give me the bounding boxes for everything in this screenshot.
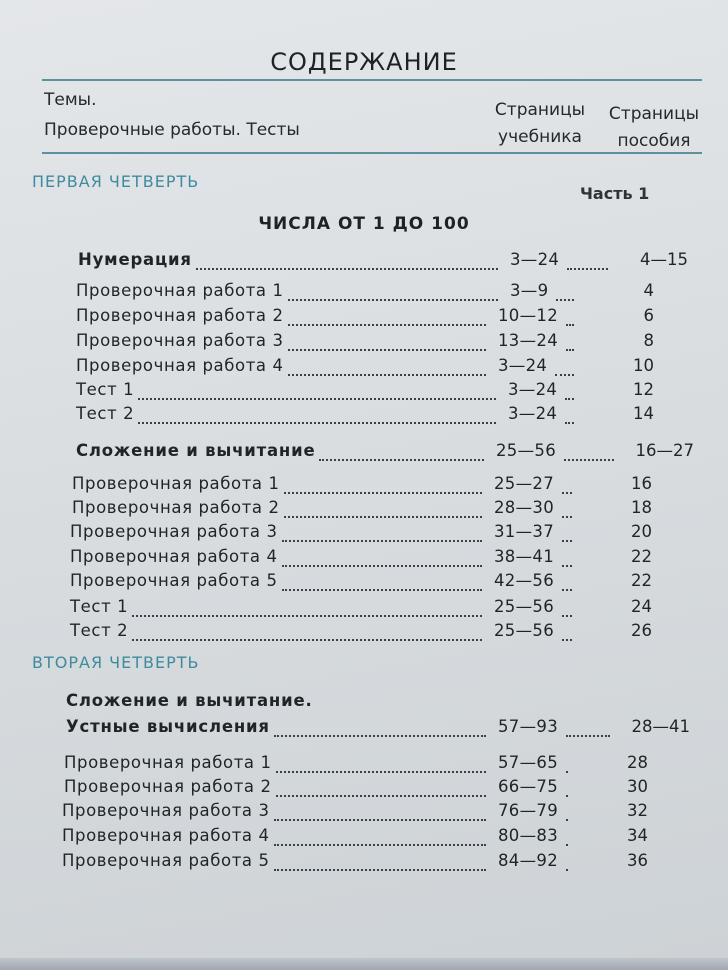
toc-row-page-leader [566,803,568,821]
toc-row [0,250,728,274]
toc-row-leader [132,599,482,617]
toc-row-guide-pages: 30 [627,777,648,796]
toc-row-textbook-pages: 25—56 [496,441,556,460]
toc-row-leader [288,308,486,326]
toc-row-leader [282,524,482,542]
toc-row-leader [282,573,482,591]
part-label: Часть 1 [580,184,650,203]
toc-row-guide-pages: 12 [633,380,654,399]
toc-row-page-leader [567,252,608,270]
toc-row-title: Тест 2 [76,404,135,423]
toc-row-title: Проверочная работа 2 [72,498,280,517]
toc-row-page-leader [562,524,572,542]
toc-row-textbook-pages: 3—24 [498,356,548,375]
toc-row-page-leader [566,308,574,326]
toc-row [0,547,728,571]
toc-row [0,717,728,741]
toc-row-guide-pages: 22 [631,547,652,566]
toc-row-guide-pages: 18 [631,498,652,517]
toc-row-title: Тест 1 [70,597,129,616]
toc-row-textbook-pages: 57—93 [498,717,558,736]
toc-row-page-leader [566,853,568,871]
toc-row-textbook-pages: 28—30 [494,498,554,517]
toc-row-title: Проверочная работа 3 [70,522,278,541]
toc-row [0,498,728,522]
toc-row-page-leader [562,549,572,567]
toc-row-page-leader [565,406,574,424]
toc-row-leader [138,382,496,400]
toc-row-leader [288,333,486,351]
toc-row-title: Проверочная работа 4 [62,826,270,845]
toc-row-leader [132,623,482,641]
toc-row-leader [274,803,486,821]
toc-row-page-leader [562,476,572,494]
toc-row-title: Тест 2 [70,621,129,640]
toc-row [0,281,728,305]
toc-row-guide-pages: 14 [633,404,654,423]
section-title: ЧИСЛА ОТ 1 ДО 100 [258,214,470,234]
toc-row-page-leader [566,779,568,797]
toc-row [0,597,728,621]
toc-row-leader [284,500,482,518]
toc-row-guide-pages: 16—27 [635,441,694,460]
toc-row-textbook-pages: 25—27 [494,474,554,493]
toc-row-leader [282,549,482,567]
toc-row-page-leader [566,333,574,351]
toc-row-leader [288,358,486,376]
toc-row-textbook-pages: 10—12 [498,306,558,325]
second-quarter-subheading: Сложение и вычитание. [66,691,313,710]
toc-row-title: Нумерация [78,250,192,269]
toc-row-textbook-pages: 57—65 [498,753,558,772]
toc-row-leader [284,476,482,494]
toc-row-textbook-pages: 13—24 [498,331,558,350]
header-textbook-line1: Страницы [494,100,586,120]
toc-row-guide-pages: 4 [643,281,654,300]
first-quarter-heading: ПЕРВАЯ ЧЕТВЕРТЬ [32,172,200,191]
header-tests-label: Проверочные работы. Тесты [44,120,300,140]
toc-row-leader [319,443,484,461]
toc-row-title: Проверочная работа 1 [76,281,284,300]
toc-row-title: Сложение и вычитание [76,441,316,460]
toc-row [0,441,728,465]
toc-row-page-leader [562,500,572,518]
toc-row-title: Проверочная работа 3 [62,801,270,820]
toc-row-guide-pages: 34 [627,826,648,845]
toc-row-leader [288,283,498,301]
toc-row-page-leader [566,719,610,737]
toc-row-textbook-pages: 84—92 [498,851,558,870]
toc-row [0,571,728,595]
toc-row [0,331,728,355]
header-guide-pages [608,104,700,151]
toc-row-guide-pages: 6 [643,306,654,325]
toc-row-leader [138,406,496,424]
toc-row-title: Проверочная работа 4 [70,547,278,566]
toc-row-leader [274,719,486,737]
toc-row-page-leader [562,599,572,617]
toc-row-guide-pages: 26 [631,621,652,640]
toc-row-guide-pages: 8 [643,331,654,350]
toc-row-guide-pages: 4—15 [640,250,688,269]
toc-row [0,753,728,777]
toc-row-textbook-pages: 25—56 [494,597,554,616]
toc-row-leader [274,853,486,871]
toc-row-leader [274,828,486,846]
header-guide-line1: Страницы [608,104,700,124]
toc-row-textbook-pages: 25—56 [494,621,554,640]
page-title: СОДЕРЖАНИЕ [270,48,458,76]
toc-row-textbook-pages: 3—24 [510,250,560,269]
toc-row-guide-pages: 28—41 [631,717,690,736]
toc-row [0,356,728,380]
toc-row-textbook-pages: 76—79 [498,801,558,820]
toc-row-guide-pages: 32 [627,801,648,820]
toc-row-leader [196,252,498,270]
toc-row-page-leader [566,755,568,773]
toc-row [0,404,728,428]
toc-row-page-leader [564,443,614,461]
toc-row [0,306,728,330]
toc-row-page-leader [562,623,572,641]
toc-row-guide-pages: 36 [627,851,648,870]
toc-row-title: Проверочная работа 3 [76,331,284,350]
toc-row-textbook-pages: 80—83 [498,826,558,845]
toc-row-leader [276,755,486,773]
toc-row-textbook-pages: 66—75 [498,777,558,796]
toc-row-guide-pages: 22 [631,571,652,590]
toc-row [0,621,728,645]
toc-row-guide-pages: 24 [631,597,652,616]
toc-row [0,826,728,850]
toc-row-title: Проверочная работа 2 [64,777,272,796]
toc-row-page-leader [555,358,574,376]
toc-row-page-leader [556,283,574,301]
header-top-rule [42,79,702,81]
toc-row-title: Проверочная работа 5 [62,851,270,870]
toc-row [0,474,728,498]
toc-row-guide-pages: 28 [627,753,648,772]
toc-row-guide-pages: 16 [631,474,652,493]
header-guide-line2: пособия [617,131,691,151]
toc-row-title: Проверочная работа 1 [72,474,280,493]
header-textbook-line2: учебника [498,127,582,147]
toc-row-leader [276,779,486,797]
toc-row-textbook-pages: 42—56 [494,571,554,590]
toc-row-guide-pages: 20 [631,522,652,541]
toc-row-textbook-pages: 3—24 [508,380,558,399]
toc-row-page-leader [565,382,574,400]
toc-row-textbook-pages: 31—37 [494,522,554,541]
toc-row-title: Тест 1 [76,380,135,399]
toc-row-guide-pages: 10 [633,356,654,375]
toc-row [0,777,728,801]
toc-row-title: Устные вычисления [66,717,270,736]
second-quarter-heading: ВТОРАЯ ЧЕТВЕРТЬ [32,653,200,672]
toc-row-textbook-pages: 3—24 [508,404,558,423]
toc-row [0,522,728,546]
toc-row [0,851,728,875]
toc-row-title: Проверочная работа 1 [64,753,272,772]
toc-row-textbook-pages: 3—9 [510,281,549,300]
toc-row-title: Проверочная работа 5 [70,571,278,590]
toc-row [0,801,728,825]
toc-row-title: Проверочная работа 2 [76,306,284,325]
toc-row [0,380,728,404]
toc-row-page-leader [566,828,568,846]
toc-row-title: Проверочная работа 4 [76,356,284,375]
header-topics-label: Темы. [44,90,97,110]
toc-row-textbook-pages: 38—41 [494,547,554,566]
header-textbook-pages [488,100,592,147]
toc-row-page-leader [562,573,572,591]
header-bottom-rule [42,152,702,154]
